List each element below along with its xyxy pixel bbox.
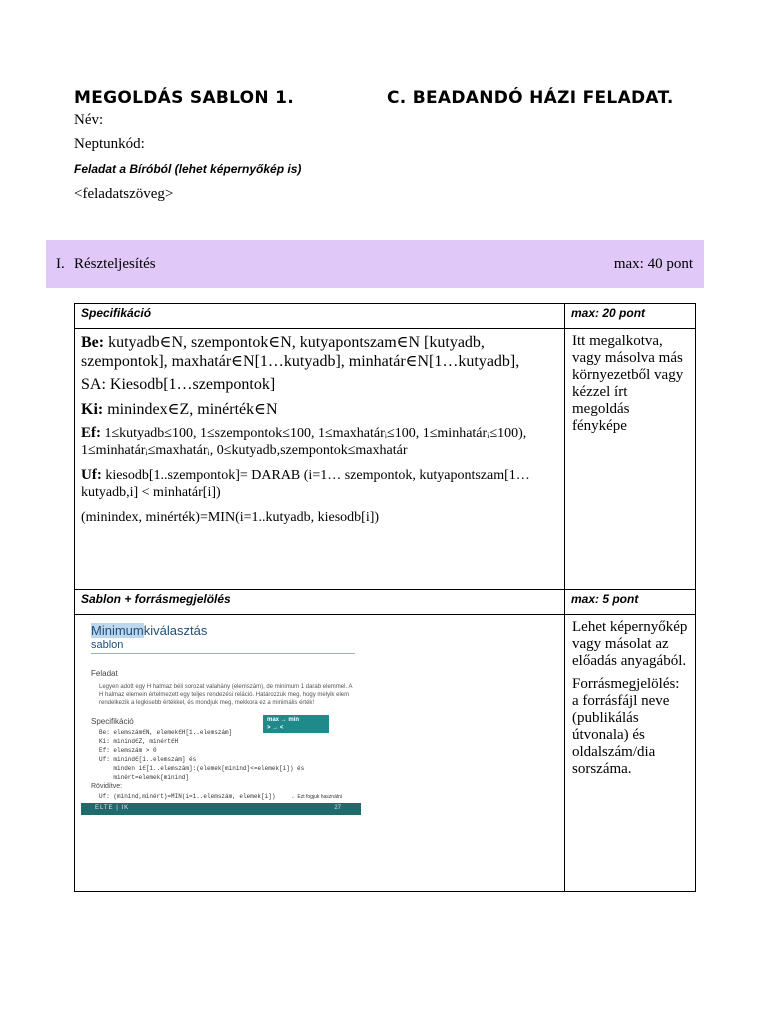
slide-title [91, 623, 207, 638]
template-right-cell [565, 615, 696, 892]
slide-title-highlight: Minimum [91, 623, 144, 638]
slide-divider [91, 653, 355, 654]
section-title: Részteljesítés [74, 256, 156, 272]
ki-text: minindex∈Z, minérték∈N [107, 401, 278, 418]
slide-code-be: Be: elemszám∈N, elemek∈H[1..elemszám] [99, 729, 233, 736]
spec-right-cell [565, 329, 696, 590]
ef-text: 1≤kutyadb≤100, 1≤szempontok≤100, 1≤maxhatárᵢ≤100, 1≤minhatárᵢ≤100), 1≤minhatárᵢ≤maxhatárᵢ, 0≤kutyadb,szempontok≤maxhatár [81, 426, 527, 458]
slide-code-ki: Ki: minind∈Z, minért∈H [99, 738, 179, 745]
slide-code-short: Uf: (minind,minért)=MIN(i=1..elemszám, elemek[i]) [99, 793, 276, 800]
spec-right-text: Itt megalkotva, vagy másolva más környezetből vagy kézzel írt megoldás fényképe [572, 333, 684, 434]
slide-subtitle: sablon [91, 639, 124, 651]
uf-text: kiesodb[1..szempontok]= DARAB (i=1… szempontok, kutyapontszam[1…kutyadb,i] < minhatár[i]) [81, 468, 530, 500]
slide-spec-heading: Specifikáció [91, 717, 134, 726]
uf-label: Uf: [81, 467, 102, 483]
slide-feladat-heading: Feladat [91, 669, 118, 678]
template-right-text-2: Forrásmegjelölés: a forrásfájl neve (publikálás útvonala) és oldalszám/dia sorszáma. [572, 676, 680, 777]
template-cell [75, 615, 565, 892]
section-band [46, 240, 704, 288]
template-max: max: 5 pont [565, 590, 696, 615]
solution-table [74, 303, 696, 892]
slide-code-uf-2: minden i∈[1..elemszám]:(elemek[minind]<=elemek[i]) és [99, 765, 305, 772]
uf-text-2: (minindex, minérték)=MIN(i=1..kutyadb, kiesodb[i]) [81, 510, 380, 525]
slide-footer-left: ELTE | IK [95, 805, 130, 811]
slide-code-uf-3: minért=elemek[minind] [99, 774, 190, 781]
slide-code-ef: Ef: elemszám > 0 [99, 747, 157, 754]
section-number: I. [56, 256, 65, 272]
neptun-field: Neptunkód: [74, 136, 145, 152]
slide-task-paragraph: Legyen adott egy H halmaz béli sorozat valahány (elemszám), de minimum 1 darab elemmel. A H halmaz elemein értelmezett egy teljes rendezési reláció. Határozzuk meg, hogy melyik elem rendelkezik a legkisebb értékkel, és mondjuk meg, mekkora ez a minimális érték! [99, 684, 353, 706]
spec-max: max: 20 pont [565, 304, 696, 329]
template-right-text-1: Lehet képernyőkép vagy másolat az előadás anyagából. [572, 619, 688, 669]
task-placeholder: <feladatszöveg> [74, 186, 174, 202]
slide-footer-page: 27 [334, 805, 341, 811]
be-label: Be: [81, 334, 105, 351]
be-text: kutyadb∈N, szempontok∈N, kutyapontszam∈N [kutyadb, szempontok], maxhatár∈N[1…kutyadb], minhatár∈N[1…kutyadb], [81, 334, 520, 370]
spec-header: Specifikáció [75, 304, 565, 329]
slide-badge-line-1: max → min [267, 717, 300, 723]
ki-label: Ki: [81, 401, 104, 418]
spec-cell [75, 329, 565, 590]
slide-code-uf: Uf: minind∈[1..elemszám] és [99, 756, 197, 763]
sa-text: SA: Kiesodb[1…szempontok] [81, 376, 276, 393]
slide-badge [263, 715, 329, 733]
name-field: Név: [74, 112, 104, 128]
task-label: Feladat a Bíróból (lehet képernyőkép is) [74, 162, 302, 176]
section-max: max: 40 pont [613, 256, 693, 272]
slide-note: ← Ezt fogjuk használni [291, 794, 342, 800]
header-left-title: MEGOLDÁS SABLON 1. [74, 88, 295, 108]
ef-label: Ef: [81, 425, 101, 441]
header-right-title: C. BEADANDÓ HÁZI FELADAT. [387, 88, 674, 108]
template-header: Sablon + forrásmegjelölés [75, 590, 565, 615]
slide-title-rest: kiválasztás [143, 623, 208, 638]
slide-badge-line-2: > → < [267, 725, 284, 731]
slide-footer [81, 803, 361, 815]
slide-thumbnail [81, 617, 361, 815]
slide-short-heading: Rövidítve: [91, 783, 123, 790]
